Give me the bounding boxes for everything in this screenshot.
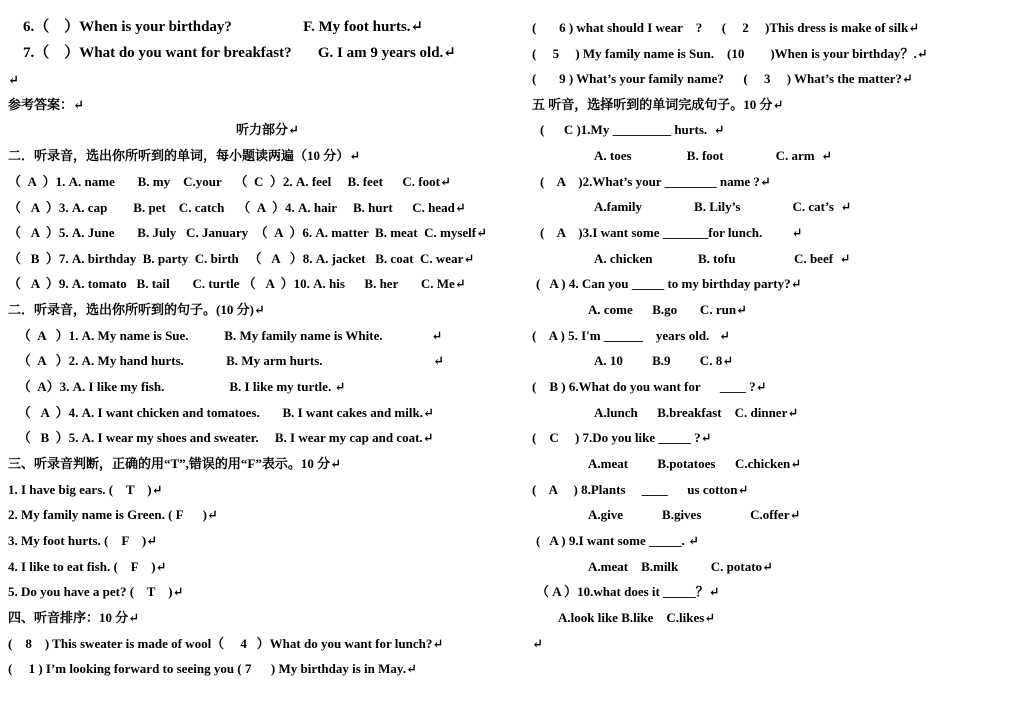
text-line: 1. I have big ears. ( T )↵ <box>8 482 163 497</box>
text-line: A. chicken B. tofu C. beef ↵ <box>594 251 851 266</box>
text-line: ( 9 ) What’s your family name? ( 3 ) What’s the matter?↵ <box>532 71 913 86</box>
text-line: 听力部分↵ <box>236 122 299 137</box>
text-line: A.family B. Lily’s C. cat’s ↵ <box>594 199 852 214</box>
text-line: （ A ）10.what does it _____？↵ <box>536 584 720 599</box>
text-line: 参考答案：↵ <box>8 97 84 112</box>
text-line: A.lunch B.breakfast C. dinner↵ <box>594 405 799 420</box>
text-line: 2. My family name is Green. ( F )↵ <box>8 507 218 522</box>
text-line: （ A）3. A. I like my fish. B. I like my turtle. ↵ <box>8 379 346 394</box>
text-line: ( 1 ) I’m looking forward to seeing you ( 7 ) My birthday is in May.↵ <box>8 661 417 676</box>
text-line: A. 10 B.9 C. 8↵ <box>594 353 734 368</box>
text-line: ( 6 ) what should I wear ? ( 2 )This dress is make of silk↵ <box>532 20 920 35</box>
text-line: 四、听音排序：10 分↵ <box>8 610 140 625</box>
text-line: 二．听录音，选出你所听到的句子。(10 分)↵ <box>8 302 265 317</box>
text-line: 二．听录音，选出你所听到的单词，每小题读两遍（10 分）↵ <box>8 148 361 163</box>
text-line: ( A ) 9.I want some _____. ↵ <box>536 533 699 548</box>
text-line: 五 听音，选择听到的单词完成句子。10 分↵ <box>532 97 784 112</box>
text-line: ( B ) 6.What do you want for ____ ?↵ <box>532 379 767 394</box>
text-line: （ A ）1. A. My name is Sue. B. My family name is White. ↵ <box>8 328 443 343</box>
text-line: （ A ）1. A. name B. my C.your （ C ）2. A. feel B. feet C. foot↵ <box>8 174 451 189</box>
text-line: 三、听录音判断，正确的用“T”,错误的用“F”表示。10 分↵ <box>8 456 342 471</box>
text-line: ( C ) 7.Do you like _____ ?↵ <box>532 430 712 445</box>
text-line: ( A )3.I want some _______for lunch. ↵ <box>540 225 803 240</box>
text-line: 6.（ ）When is your birthday? F. My foot hurts.↵ <box>8 19 424 35</box>
text-line: ( A ) 4. Can you _____ to my birthday party?↵ <box>536 276 802 291</box>
text-line: （ B ）5. A. I wear my shoes and sweater. B. I wear my cap and coat.↵ <box>8 430 434 445</box>
text-line: （ A ）5. A. June B. July C. January （ A ）6. A. matter B. meat C. myself↵ <box>8 225 488 240</box>
text-line: ( 8 ) This sweater is made of wool（ 4 ）What do you want for lunch?↵ <box>8 636 444 651</box>
text-line: ( A )2.What’s your ________ name ?↵ <box>540 174 771 189</box>
text-line: ( C )1.My _________ hurts. ↵ <box>540 122 725 137</box>
text-line: （ A ）3. A. cap B. pet C. catch （ A ）4. A. hair B. hurt C. head↵ <box>8 200 466 215</box>
text-line: 4. I like to eat fish. ( F )↵ <box>8 559 167 574</box>
text-line: ( 5 ) My family name is Sun. (10 )When is your birthday？.↵ <box>532 46 928 61</box>
text-line: 5. Do you have a pet? ( T )↵ <box>8 584 184 599</box>
text-line: A.meat B.potatoes C.chicken↵ <box>588 456 802 471</box>
text-line: A.look like B.like C.likes↵ <box>558 610 716 625</box>
text-line: A. come B.go C. run↵ <box>588 302 747 317</box>
text-line: （ A ）2. A. My hand hurts. B. My arm hurts. ↵ <box>8 353 444 368</box>
text-line: 3. My foot hurts. ( F )↵ <box>8 533 158 548</box>
text-line: （ A ）4. A. I want chicken and tomatoes. B. I want cakes and milk.↵ <box>8 405 434 420</box>
text-line: （ B ）7. A. birthday B. party C. birth （ A ）8. A. jacket B. coat C. wear↵ <box>8 251 475 266</box>
text-line: A.give B.gives C.offer↵ <box>588 507 801 522</box>
text-line: ( A ) 8.Plants ____ us cotton↵ <box>532 482 749 497</box>
text-line: ( A ) 5. I'm ______ years old. ↵ <box>532 328 730 343</box>
text-line: 7.（ ）What do you want for breakfast? G. I am 9 years old.↵ <box>8 45 456 61</box>
text-line: A.meat B.milk C. potato↵ <box>588 559 773 574</box>
text-line: ↵ <box>8 72 19 87</box>
text-line: （ A ）9. A. tomato B. tail C. turtle （ A ）10. A. his B. her C. Me↵ <box>8 276 466 291</box>
text-line: ↵ <box>532 636 543 651</box>
text-line: A. toes B. foot C. arm ↵ <box>594 148 833 163</box>
